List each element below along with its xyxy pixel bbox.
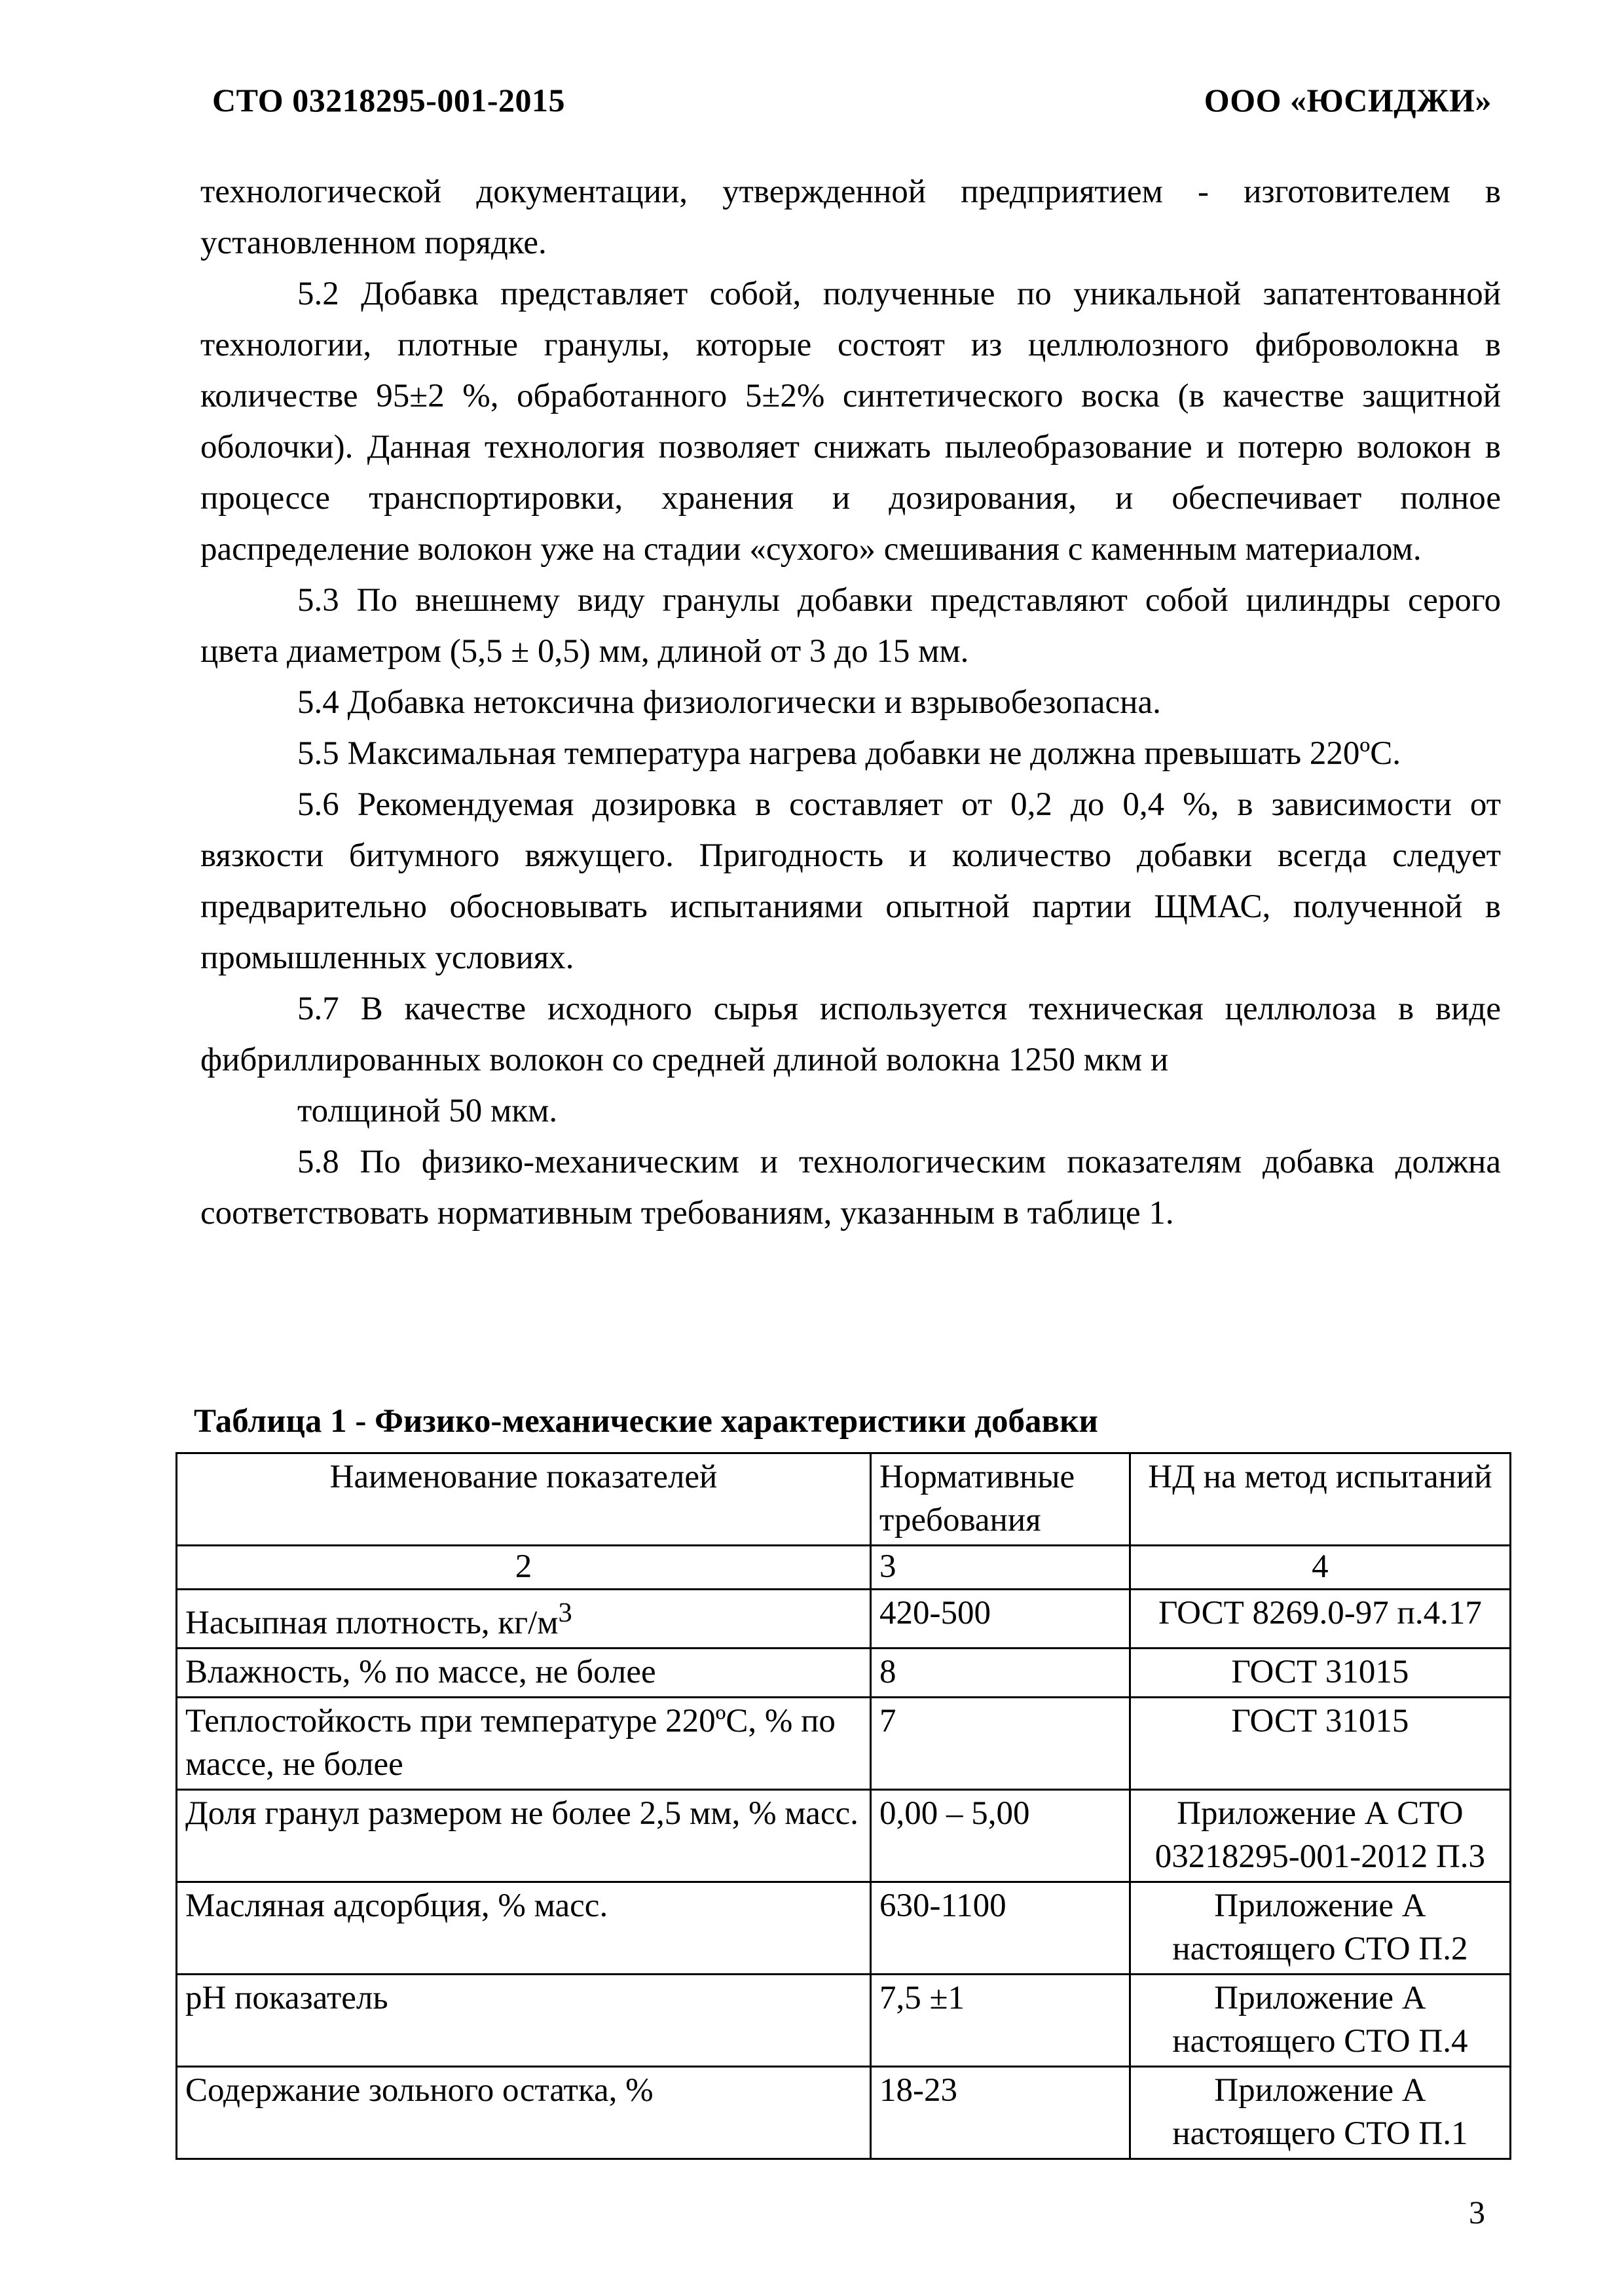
row-indicator-name: Теплостойкость при температуре 220ºС, % по массе, не более <box>177 1698 871 1790</box>
properties-table <box>175 1452 1511 2160</box>
row-requirement: 0,00 – 5,00 <box>871 1790 1130 1882</box>
row-requirement: 8 <box>871 1649 1130 1698</box>
row-indicator-text: Насыпная плотность, кг/м <box>185 1605 559 1641</box>
row-requirement: 7,5 ±1 <box>871 1975 1130 2067</box>
row-requirement: 420-500 <box>871 1590 1130 1649</box>
row-indicator-name: Содержание зольного остатка, % <box>177 2067 871 2159</box>
table-row <box>177 1882 1511 1975</box>
header-indicator-name: Наименование показателей <box>177 1453 871 1546</box>
row-indicator-name: pH показатель <box>177 1975 871 2067</box>
header-test-method: НД на метод испытаний <box>1130 1453 1510 1546</box>
row-indicator-name: Доля гранул размером не более 2,5 мм, % масс. <box>177 1790 871 1882</box>
row-method: ГОСТ 31015 <box>1130 1649 1510 1698</box>
table-row <box>177 1790 1511 1882</box>
paragraph-5-6: 5.6 Рекомендуемая дозировка в составляет от 0,2 до 0,4 %, в зависимости от вязкости битумного вяжущего. Пригодность и количество добавки всегда следует предварительно обосновывать испытаниями опытной партии ЩМАС, полученной в промышленных условиях. <box>200 786 1501 976</box>
row-method: ГОСТ 8269.0-97 п.4.17 <box>1130 1590 1510 1649</box>
paragraph-5-4: 5.4 Добавка нетоксична физиологически и взрывобезопасна. <box>297 684 1161 721</box>
table-row <box>177 1975 1511 2067</box>
row-indicator-name: Масляная адсорбция, % масс. <box>177 1882 871 1975</box>
header-normative-requirements: Нормативные требования <box>871 1453 1130 1546</box>
table-title: Таблица 1 - Физико-механические характеристики добавки <box>194 1403 1098 1440</box>
row-method: Приложение А настоящего СТО П.4 <box>1130 1975 1510 2067</box>
table-column-numbers-row <box>177 1546 1511 1590</box>
paragraph-5-3: 5.3 По внешнему виду гранулы добавки представляют собой цилиндры серого цвета диаметром (5,5 ± 0,5) мм, длиной от 3 до 15 мм. <box>200 582 1501 670</box>
row-indicator-name <box>177 1590 871 1649</box>
column-number: 2 <box>177 1546 871 1590</box>
row-requirement: 630-1100 <box>871 1882 1130 1975</box>
table-row <box>177 1590 1511 1649</box>
paragraph-5-8: 5.8 По физико-механическим и технологическим показателям добавка должна соответствовать нормативным требованиям, указанным в таблице 1. <box>200 1144 1501 1231</box>
table-row <box>177 2067 1511 2159</box>
row-method: Приложение А СТО 03218295-001-2012 П.3 <box>1130 1790 1510 1882</box>
paragraph-continuation: технологической документации, утвержденной предприятием - изготовителем в установленном порядке. <box>200 173 1501 261</box>
table-row <box>177 1698 1511 1790</box>
row-method: Приложение А настоящего СТО П.1 <box>1130 2067 1510 2159</box>
paragraph-5-7-continuation: толщиной 50 мкм. <box>297 1093 558 1129</box>
paragraph-5-2: 5.2 Добавка представляет собой, полученные по уникальной запатентованной технологии, плотные гранулы, которые состоят из целлюлозного фиброволокна в количестве 95±2 %, обработанного 5±2% синтетического воска (в качестве защитной оболочки). Данная технология позволяет снижать пылеобразование и потерю волокон в процессе транспортировки, хранения и дозирования, и обеспечивает полное распределение волокон уже на стадии «сухого» смешивания с каменным материалом. <box>200 276 1501 568</box>
table-header-row <box>177 1453 1511 1546</box>
column-number: 3 <box>871 1546 1130 1590</box>
body-text <box>200 166 1501 1239</box>
row-indicator-name: Влажность, % по массе, не более <box>177 1649 871 1698</box>
row-requirement: 7 <box>871 1698 1130 1790</box>
row-requirement: 18-23 <box>871 2067 1130 2159</box>
paragraph-5-5: 5.5 Максимальная температура нагрева добавки не должна превышать 220ºС. <box>297 735 1401 772</box>
paragraph-5-7: 5.7 В качестве исходного сырья используется техническая целлюлоза в виде фибриллированных волокон со средней длиной волокна 1250 мкм и <box>200 991 1501 1078</box>
row-method: Приложение А настоящего СТО П.2 <box>1130 1882 1510 1975</box>
column-number: 4 <box>1130 1546 1510 1590</box>
superscript: 3 <box>558 1597 572 1628</box>
header-standard-code: СТО 03218295-001-2015 <box>212 82 565 118</box>
header-company-name: ООО «ЮСИДЖИ» <box>1204 82 1492 118</box>
page-number: 3 <box>1469 2194 1485 2231</box>
row-method: ГОСТ 31015 <box>1130 1698 1510 1790</box>
table-row <box>177 1649 1511 1698</box>
